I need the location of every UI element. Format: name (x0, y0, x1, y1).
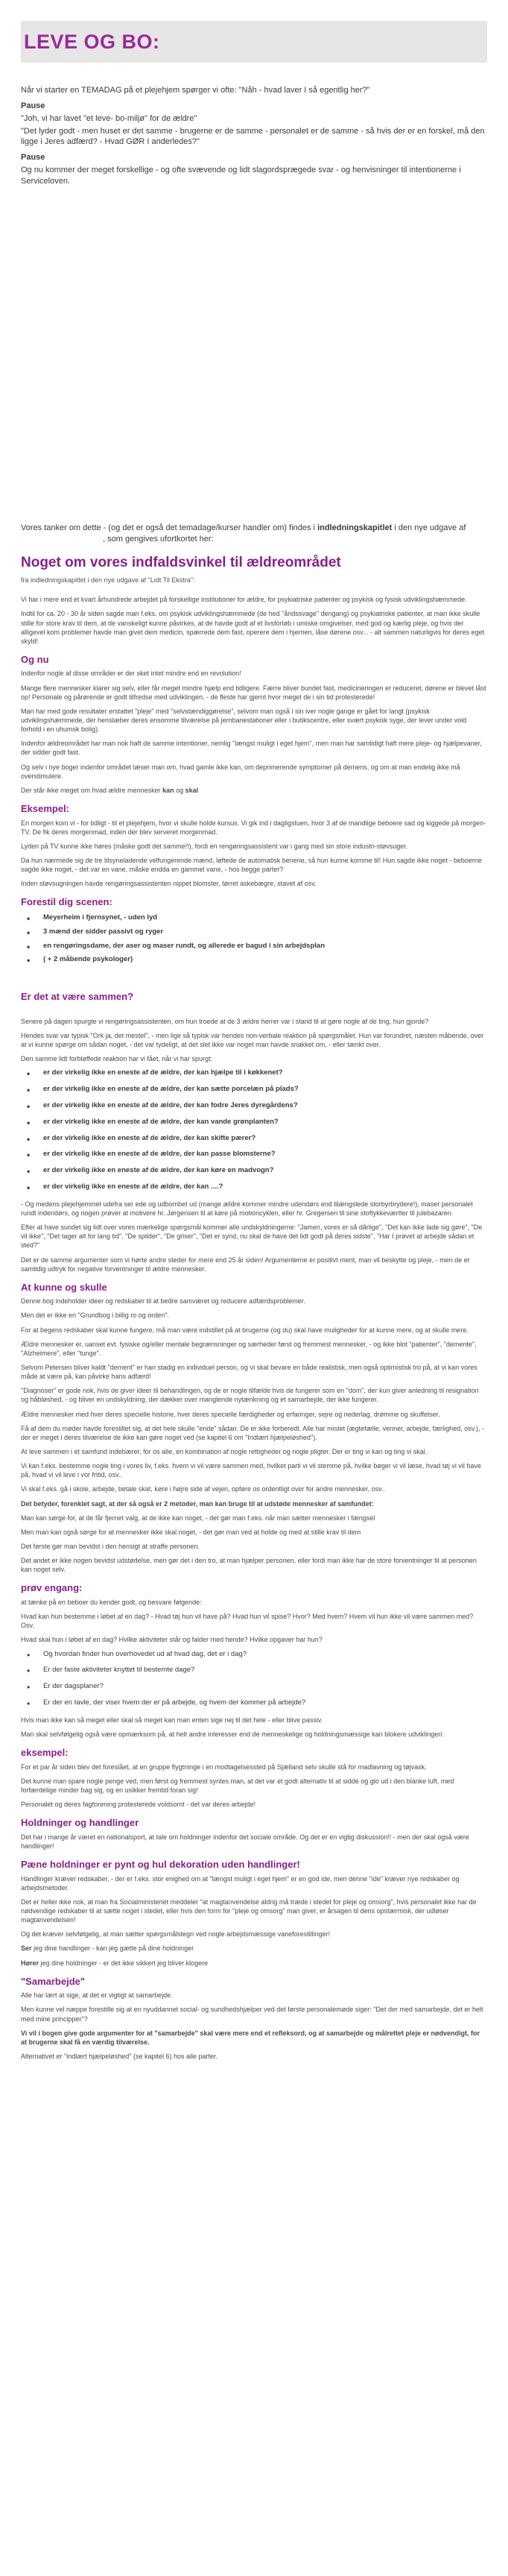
tanker-text: i den nye udgave af (394, 523, 466, 532)
subheading-paene: Pæne holdninger er pynt og hul dekoration uden handlinger! (21, 1859, 300, 1871)
paragraph: Hvad kan hun bestemme i løbet af en dag? - Hvad tøj hun vil have på? Hvad hun vil spise? Hvor? Med hvem? Hvem vil hun ikke vil være sammen med? Osv. (21, 1613, 474, 1630)
tanker-text: Vores tanker om dette - (og det er også det temadage/kurser handler om) findes i (21, 523, 315, 532)
paragraph: Det første gør man bevidst i den hensigt at straffe personen. (21, 1543, 200, 1551)
list-item: • Er der dagsplaner? (21, 1682, 487, 1692)
gap (21, 1007, 487, 1017)
paragraph: Man kan sørge for, at de får fjernet valg, at de ikke kan noget, - det gør man f.eks. når man sætter mennesker i fængsel (21, 1514, 375, 1522)
paragraph: Den samme lidt forbløffede reaktion har vi fået, når vi har spurgt: (21, 1055, 212, 1063)
paragraph: Senere på dagen spurgte vi rengøringsassistenten, om hun troede at de 3 ældre herrer var i stand til at gøre nogle af de ting, hun gjorde? (21, 1017, 429, 1025)
pause-label: Pause (21, 101, 45, 110)
list-item: • en rengøringsdame, der aser og maser rundt, og allerede er bagud i sin arbejdsplan (21, 942, 487, 951)
subheading-at-kunne: At kunne og skulle (21, 1281, 107, 1293)
paragraph: Indenfor ældreområdet har man nok haft de samme intentioner, nemlig "længst muligt i eget hjem", men man har samtidigt haft mere pleje- og hjælpevaner, der sidder godt fast. (21, 740, 482, 757)
paragraph (21, 1959, 487, 1968)
paragraph: Lyden på TV kunne ikke høres (måske godt det samme!!), fordi en rengøringsassistent var i gang med sin store industri-støvsuger. (21, 842, 408, 850)
paragraph: Inden støvsugningen havde rengøringsassistenten nippet blomster, tørret askebægre, stavet af osv. (21, 880, 317, 888)
subheading-samarbejde: "Samarbejde" (21, 1975, 86, 1987)
list-item: • er der virkelig ikke en eneste af de ældre, der kan køre en madvogn? (21, 1166, 487, 1176)
page (21, 0, 487, 2061)
paragraph: Mange flere mennesker klarer sig selv, eller får meget mindre hjælp end tidligere. Færre bliver bundet fast, medicineringen er reduceret, dørene er blevet låst op! Personale og pårørende er godt tilfredse med udviklingen, - de fleste har gjernt hvor meget de i sin tid protesterede! (21, 684, 486, 701)
paragraph: For et par år siden blev det foreslået, at en gruppe flygtninge i en modtagelsessted på Sjælland selv skulle stå for madlavning og tøjvask. (21, 1763, 427, 1771)
paragraph: Vi kan f.eks. bestemme nogle ting i vores liv, f.eks. hvem vi vil være sammen med, hvilket parti vi vil stemme på, hvilke bøger vi vil læse, hvad tøj vi vil have på, hvad vi vil leve i vor fritid, osv.. (21, 1462, 481, 1479)
paragraph: Hvis man ikke kan så meget eller skal så meget kan man enten sige nej til det hele - eller blive passiv. (21, 1716, 323, 1724)
paragraph: Da hun nærmede sig de tre tilsyneladende velfungerende mænd, løftede de automatisk benene, så hun kunne komme til! Hun sagde ikke noget - beboerne sagde ikke noget, - det var en vane, måske endda en gammel vane, - hos begge parter? (21, 856, 482, 874)
text: jeg dine handlinger - kan jeg gætte på dine holdninger (31, 1944, 194, 1953)
paragraph: Det andet er ikke nogen bevidst udstødelse, men gør det i den tro, at man hjælper personen, eller fordi man ikke har de store forventninger til at personen kan noget selv. (21, 1557, 477, 1574)
intro-line: Når vi starter en TEMADAG på et plejehjem spørger vi ofte: "Nåh - hvad laver I så egentlig her?" (21, 86, 370, 95)
text: og (174, 786, 185, 794)
intro-section (21, 85, 487, 187)
paragraph: Det er heller ikke nok, at man fra Socialministeriet meddeler "at magtanvendelse aldrig må træde i stedet for pleje og omsorg", hvis personalet ikke har de nødvendige redskaber til at sætte noget i stedet, eller hvis den form for "pleje og omsorg" man giver, er årsagen til dens opstærmisk, der udløser magtanvendelsen! (21, 1898, 477, 1924)
list-item: • er der virkelig ikke en eneste af de ældre, der kan hjælpe til i køkkenet? (21, 1068, 487, 1078)
paragraph: Vi har i mere end et kvart århundrede arbejdet på forskellige institutioner for ældre, for psykiatriske patienter og psykisk og fysisk udviklingshæmmede. (21, 596, 467, 604)
list-item: • er der virkelig ikke en eneste af de ældre, der kan ....? (21, 1182, 487, 1192)
subheading-at-vaere-sammen: Er det at være sammen? (21, 991, 134, 1003)
paragraph: Ældre mennesker er, uanset evt. fysiske og/eller mentale begrænsninger og særheder først og fremmest mennesker, - og ikke blot "patienter", "demente", "Alzheimere", eller "tunge". (21, 1340, 477, 1357)
text: jeg dine holdninger - er det ikke sikkert jeg bliver klogere (39, 1959, 209, 1967)
subheading-og-nu: Og nu (21, 653, 49, 665)
paragraph: Det er de samme argumenter som vi hørte andre steder for mere end 25 år siden! Argumenterne er positivt ment, man vil beskytte og pleje, - men de er samtidig udtryk for negative forventninger til ældre mennesker. (21, 1256, 470, 1273)
paragraph: Og selv i nye boger indenfor området læser man om, hvad gamle ikke kan, om deprimerende symptomer på demens, og om at man endelig ikke må overstimulere. (21, 763, 460, 780)
list-item: • er der virkelig ikke en eneste af de ældre, der kan passe blomsterne? (21, 1150, 487, 1159)
paragraph: En morgen kom vi - for tidligt - til et plejehjem, hvor vi skulle holde kursus. Vi gik ind i dagligstuen, hvor 3 af de mandlige beboere sad og kiggede på morgen-TV. De fik deres morgenmad, inden der blev serveret morgenmad. (21, 819, 486, 836)
paragraph-bold: Det betyder, forenklet sagt, at der så også er 2 metoder, man kan bruge til at udstøde mennesker af samfundet: (21, 1499, 374, 1508)
paragraph: - Og medens plejehjemmet udefra ser ede og udbombet ud (mange ældre kommer mindre udendørs end tilængslede storbyrbrydere!), maser personalet rundt indendørs, og nogen prøver at motivere hr. Jørgensen til at køre på motioncyklen, eller hr. Gregersen til sine stoftykkeværtter til julebazaren. (21, 1200, 473, 1217)
subheading-eksempel-2: eksempel: (21, 1747, 69, 1759)
list-item: • Er der en tavle, der viser hvem der er på arbejde, og hvem der kommer på arbejde? (21, 1698, 487, 1708)
paragraph: Selvom Petersen bliver kaldt "dement" er han stadig en individuel person, og vi skal bevare en både realistisk, men også optimistisk tro på, at vi kan vores måde at være på, kan påvirke hans adfærd! (21, 1364, 477, 1381)
paragraph: Og det kræver selvfølgelig, at man sætter spørgsmålstegn ved nogle arbejdsmæssige vaneforestillinger! (21, 1930, 331, 1939)
paragraph: Alle har lært at sige, at det er vigtigt at samarbejde. (21, 1991, 173, 2000)
paragraph: Handlinger kræver redskaber, - der er f.eks. stor enighed om at "længst muligt i eget hjem" er en god ide, men denne "ide" kræver nye redskaber og arbejdsmetoder. (21, 1874, 460, 1892)
list-item: • er der virkelig ikke en eneste af de ældre, der kan sætte porcelæn på plads? (21, 1085, 487, 1095)
paragraph (21, 786, 487, 795)
tanker-paragraph (21, 523, 487, 545)
text-bold: Hører (21, 1959, 39, 1967)
subheading-eksempel: Eksempel: (21, 803, 70, 815)
gap (21, 972, 487, 983)
paragraph: Det kunne man spare nogle penge ved, men først og fremmest syntes man, at det var et godt alternativ til at sidde og glo ud i den blanke luft, med forfærdelige minder bag sig, og en usikker fremtid foran sig! (21, 1777, 454, 1794)
tanker-text: , som gengives ufortkortet her: (103, 534, 214, 544)
paragraph: For at begens redskaber skal kunne fungere, må man være indstillet på at brugerne (og du) skal have muligheder for at kunne mere, og at skulle mere. (21, 1326, 469, 1334)
paragraph: Man skal selvfølgelig også være opmærksom på, at helt andre interesser end de menneskelige og holdningsmæssige kan blokere udviklingen: (21, 1730, 444, 1738)
paragraph: "Diagnoser" er gode nok, hvis de giver ideer til behandlingen, og de er nogle tilfælde hvis de fungerer som en "dom", der kun giver anledning til resignation og håbløshed, - og bliver en undskyldning, der dækker over manglende nytænkning og et samarbejde, der ikke fungerer. (21, 1387, 479, 1404)
paragraph: Hendes svar var typisk "Ork ja, det mestel", - men lige så typisk var hendes non-verbale reaktion på spørgsmålet. Hun var forundret, næsten måbende, over at vi kunne spørge om sådan noget, - det var tydeligt, at det slet ikke var noget man havde snakket om, - eller tænkt over. (21, 1031, 484, 1049)
pause-label: Pause (21, 153, 45, 163)
paragraph: At leve sammen i et samfund indebærer, for os alle, en kombination af nogle rettigheder og nogle pligter. Der er ting vi kan og ting vi skal. (21, 1448, 428, 1456)
paragraph: at tænke på en beboer du kender godt, og besvare følgende: (21, 1598, 202, 1606)
paragraph: Ældre mennesker med hver deres specielle historie, hver deres specielle færdigheder og erfaringer, sejre og nederlag, drømme og skuffelser. (21, 1410, 440, 1418)
paragraph: Det har i mange år været en nationalsport, at tale om holdninger indenfor det sociale område. Og det er en vigtig diskussion!! - men der skal også være handlinger! (21, 1833, 469, 1850)
text-bold: kan (162, 786, 174, 794)
paragraph: Men det er ikke en "Grundbog i billig ro og orden". (21, 1311, 170, 1320)
subheading-prov: prøv engang: (21, 1582, 83, 1594)
paragraph: Vi skal f.eks. gå i skole, arbejde, betale skat, køre i højre side af vejen, opføre os ordentligt over for andre mennesker, osv.. (21, 1485, 385, 1493)
list-item: • Meyerheim i fjernsynet, - uden lyd (21, 913, 487, 923)
list-item: • Og hvordan finder hun overhovedet ud af hvad dag, det er i dag? (21, 1650, 487, 1660)
scene-list (21, 913, 487, 965)
paragraph: Men kunne vel næppe forestille sig at en nyuddannet social- og sundhedshjælper ved det første personalemøde siger: "Det der med samarbejde, det er helt med mine principper"? (21, 2006, 483, 2023)
intro-line: "Det lyder godt - men huset er det samme - brugerne er de samme - personalet er de samme - så hvis der er en forskel, må den ligge i Jeres adfærd? - Hvad GØR I anderledes?" (21, 126, 485, 147)
paragraph: Alternativet er "indlært hjælpeløshed" (se kapitel 6) hos alle parter. (21, 2052, 218, 2060)
question-list (21, 1068, 487, 1192)
page-title: LEVE OG BO: (24, 30, 160, 53)
blank-area (21, 189, 487, 523)
paragraph: Man har med gode resultater erstattet "pleje" med "selvstændiggørelse", selvom man også i sin iver nogle gange er gået for langt (psykisk udviklingshæmmede, der henslæber deres ensomme tilværelse på jernbanestationer eller i butikscentre, eller svært psykisk syge, der lever under vold forhold i en uhumsk bolig). (21, 707, 467, 734)
list-item: • er der virkelig ikke en eneste af de ældre, der kan skifte pærer? (21, 1134, 487, 1144)
list-item: • 3 mænd der sidder passivt og ryger (21, 928, 487, 937)
paragraph: Denne bog indeholder ideer og redskaber til at bedre samværet og reducere adfærdsproblemer. (21, 1297, 305, 1306)
section-subtitle: fra indledningskapitlet i den nye udgave af "Lidt Til Ekstra": (21, 576, 195, 585)
text-bold: skal (185, 786, 199, 794)
title-banner (21, 21, 487, 63)
paragraph: Indenfor nogle af disse områder er der sket intet mindre end en revolution! (21, 670, 241, 678)
paragraph: Indtil for ca. 20 - 30 år siden sagde man f.eks. om psykisk udviklingshæmmede (de hed "åndssvage" dengang) og psykiatriske patienter, at man ikke skulle stille for store krav til dem, at de vanskeligt kunne påvirkes, at de havde godt af et livsforløb i umiske omgivelser, med god og kærlig pleje, og hvis der alligevel kom problemer havde man givet dem medicin, spærrede dem fast, operere dem i hjernen, låse dørene osv... - alt sammen naturligvis for deres eget skyld! (21, 610, 485, 645)
text: Der står ikke meget om hvad ældre mennesker (21, 786, 163, 794)
paragraph: Efter at have sundet sig lidt over vores mærkelige spørgsmål kommer alle undskyldningerne: "Jamen, vores er så dårlige", "Det kan ikke lade sig gøre", "De vil ikke", "Det tager alt for lang tid", "De spilder", "De griser", "Det er synd, nu skal de have det lidt godt på deres sidste", "Har I prøvet at arbejde sådan et sted?" (21, 1224, 483, 1250)
list-item: • Er der faste aktiviteter knyttet til bestemte dage? (21, 1666, 487, 1675)
paragraph: Få af dem du møder havde forestillet sig, at det hele skulle "ende" sådan. De er ikke forberedt. Alle har mistet (ægtefælle, venner, arbejde, færlighed, osv.), - der er meget i deres tilværelse de ikke kan gøre noget ved (se kapitel 6 om "Indlært hjælpeløshed"). (21, 1424, 485, 1441)
list-item: • er der virkelig ikke en eneste af de ældre, der kan vande grønplanten? (21, 1118, 487, 1127)
intro-line: Og nu kommer der meget forskellige - og ofte svævende og lidt slagordsprægede svar - og henvisninger til intentionerne i Serviceloven. (21, 166, 461, 186)
paragraph: Hvad skal hun i løbet af en dag? Hvilke aktiviteter står og falder med hende? Hvilke opgaver har hun? (21, 1636, 323, 1644)
text-bold: Ser (21, 1944, 32, 1953)
subheading-holdninger: Holdninger og handlinger (21, 1817, 139, 1829)
subheading-forestil: Forestil dig scenen: (21, 896, 112, 908)
paragraph: Men man kan også sørge for at mennesker ikke skal noget, - det gør man ved at holde og med at stille krav til dem (21, 1528, 361, 1536)
paragraph: Personalet og deres fagforening protesterede voldsomt - det var deres arbejde! (21, 1801, 256, 1809)
section-heading: Noget om vores indfaldsvinkel til ældreområdet (21, 555, 341, 571)
tanker-chapter: indledningskapitlet (317, 523, 393, 532)
list-item: • er der virkelig ikke en eneste af de ældre, der kan fodre Jeres dyregårdens? (21, 1101, 487, 1111)
paragraph (21, 1944, 487, 1953)
intro-line: "Joh, vi har lavet "et leve- bo-miljø" for de ældre" (21, 113, 197, 123)
paragraph-bold: Vi vil i bogen give gode argumenter for at "samarbejde" skal være mere end et refleksord, og at samarbejde og målrettet pleje er nødvendigt, for at brugerne skal få en værdig tilværelse. (21, 2029, 480, 2046)
list-item: • ( + 2 måbende psykologer) (21, 955, 487, 965)
reflection-list (21, 1650, 487, 1708)
